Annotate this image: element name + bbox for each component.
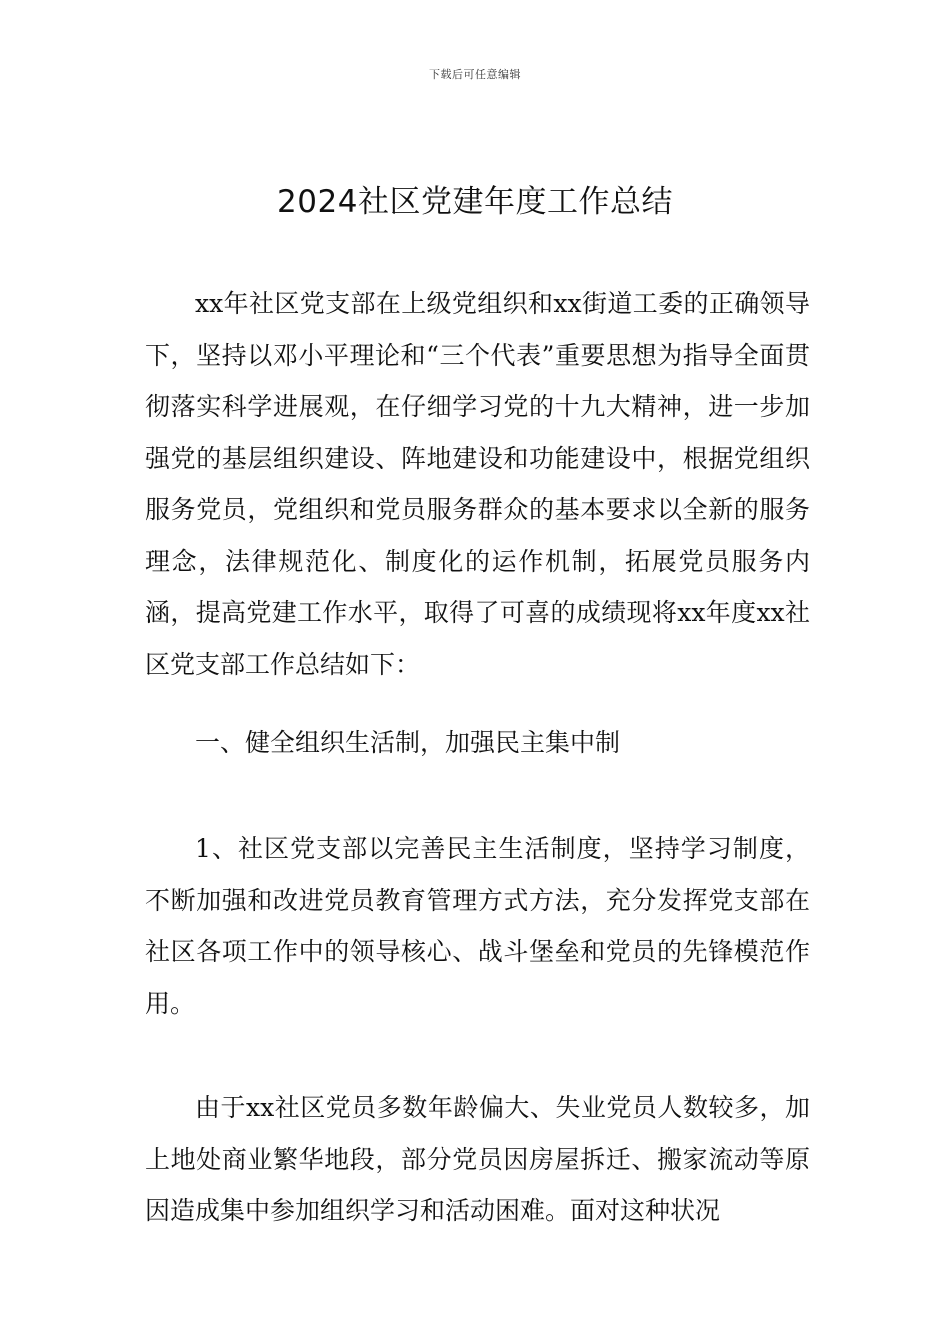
paragraph-item-1: 1、社区党支部以完善民主生活制度，坚持学习制度，不断加强和改进党员教育管理方式方法，充分发挥党支部在社区各项工作中的领导核心、战斗堡垒和党员的先锋模范作用。 [145, 834, 810, 1018]
header-note: 下载后可任意编辑 [429, 68, 521, 81]
document-body-block-4 [145, 1082, 810, 1237]
document-body-block-1 [145, 278, 810, 690]
document-body-block-2 [145, 717, 810, 769]
section-heading-1: 一、健全组织生活制，加强民主集中制 [195, 728, 621, 757]
paragraph-intro: xx年社区党支部在上级党组织和xx街道工委的正确领导下，坚持以邓小平理论和“三个代表”重要思想为指导全面贯彻落实科学进展观，在仔细学习党的十九大精神，进一步加强党的基层组织建设、阵地建设和功能建设中，根据党组织服务党员，党组织和党员服务群众的基本要求以全新的服务理念，法律规范化、制度化的运作机制，拓展党员服务内涵，提高党建工作水平，取得了可喜的成绩现将xx年度xx社区党支部工作总结如下： [145, 289, 810, 679]
paragraph-situation: 由于xx社区党员多数年龄偏大、失业党员人数较多，加上地处商业繁华地段，部分党员因房屋拆迁、搬家流动等原因造成集中参加组织学习和活动困难。面对这种状况 [145, 1093, 810, 1225]
document-body-block-3 [145, 823, 810, 1029]
document-title: 2024社区党建年度工作总结 [277, 184, 673, 220]
